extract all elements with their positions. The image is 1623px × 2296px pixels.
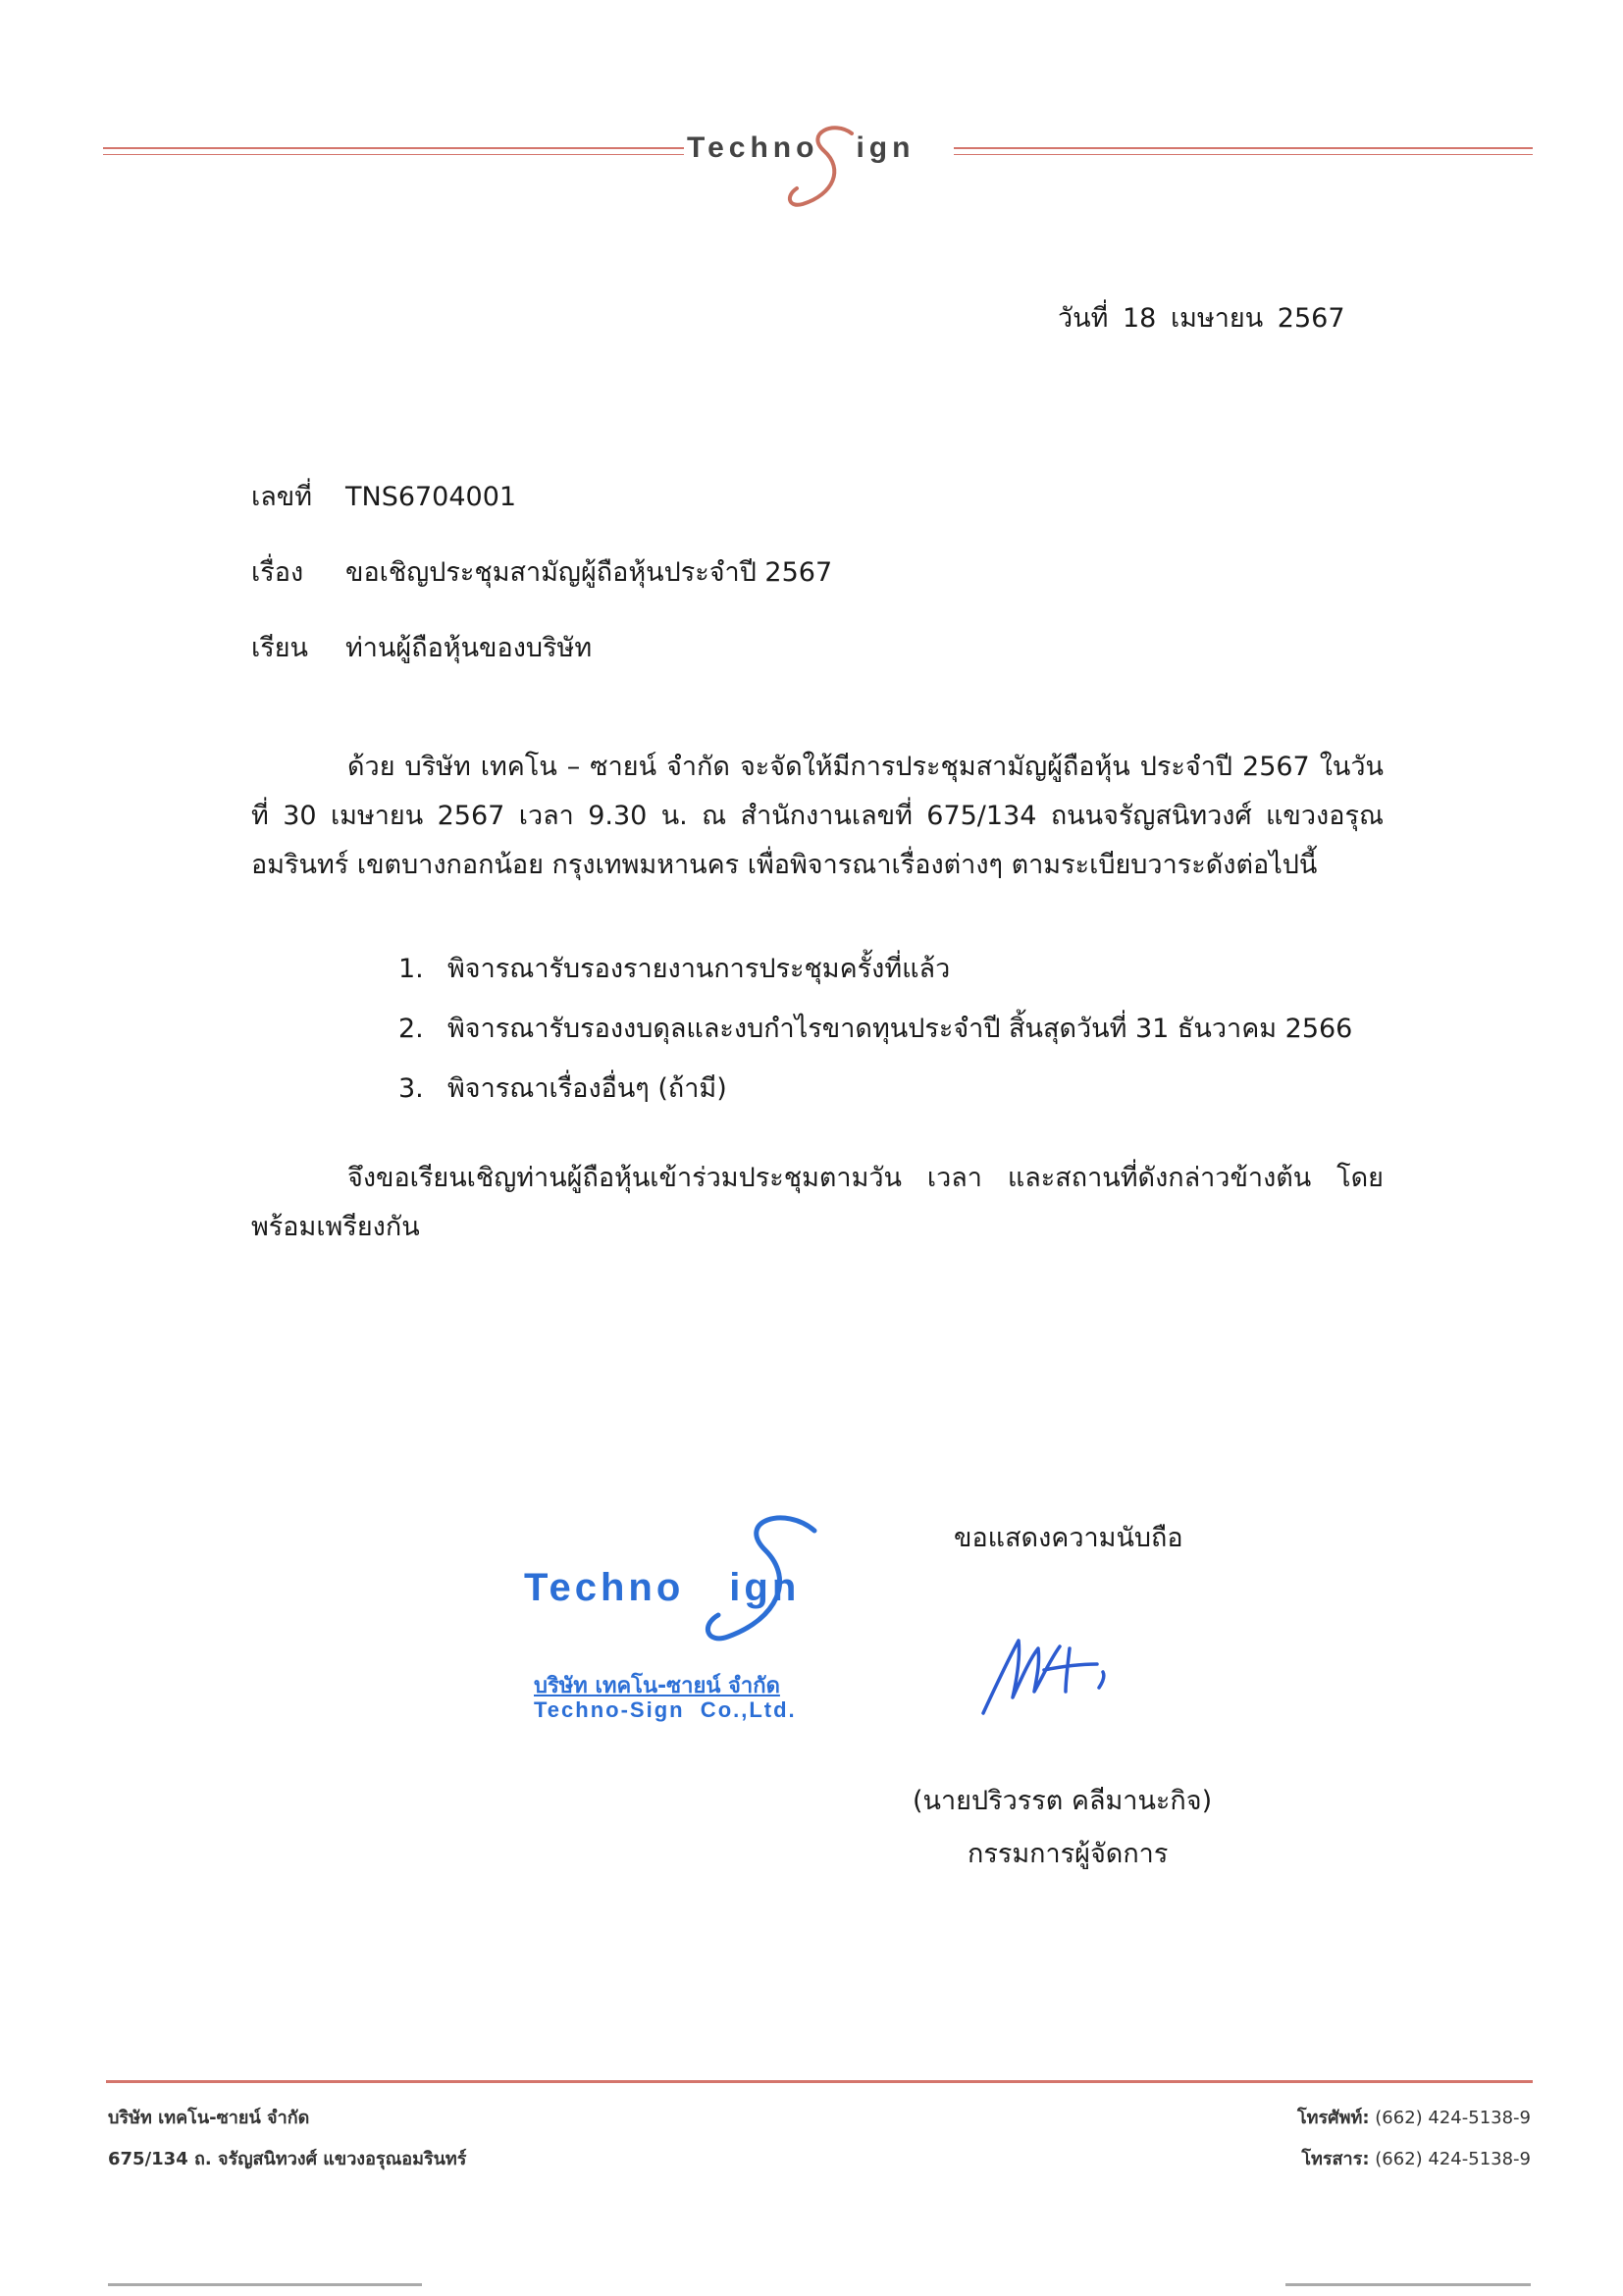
logo-text: Techno ign (687, 131, 916, 164)
subject-row (251, 550, 832, 593)
stamp-thai-name: บริษัท เทคโน-ซายน์ จำกัด (534, 1674, 780, 1698)
recipient-row (251, 626, 592, 668)
stamp-english-name: Techno-Sign Co.,Ltd. (534, 1697, 797, 1722)
footer-fax-label: โทรสาร: (1301, 2149, 1370, 2169)
header-rule-right-top (954, 147, 1533, 149)
header-rule-left-top (103, 147, 684, 149)
footer-address: 675/134 ถ. จรัญสนิทวงศ์ แขวงอรุณอมรินทร์ (108, 2149, 467, 2169)
footer-phone-value: (662) 424-5138-9 (1375, 2108, 1531, 2128)
reference-label: เลขที่ (251, 482, 313, 512)
letter-date: วันที่ 18 เมษายน 2567 (1058, 303, 1345, 334)
body-paragraph-2: จึงขอเรียนเชิญท่านผู้ถือหุ้นเข้าร่วมประชุมตามวัน เวลา และสถานที่ดังกล่าวข้างต้น โดยพร้อมเพรียงกัน (251, 1163, 1384, 1242)
recipient-value: ท่านผู้ถือหุ้นของบริษัท (345, 633, 593, 663)
footer-cutoff-left (108, 2283, 422, 2286)
footer-company-name: บริษัท เทคโน-ซายน์ จำกัด (108, 2108, 310, 2128)
agenda-item-1: 1. พิจารณารับรองรายงานการประชุมครั้งที่แล้ว (398, 954, 951, 984)
signatory-title: กรรมการผู้จัดการ (968, 1839, 1169, 1869)
subject-value: ขอเชิญประชุมสามัญผู้ถือหุ้นประจำปี 2567 (345, 557, 833, 588)
footer-fax (1301, 2144, 1531, 2172)
reference-value: TNS6704001 (345, 482, 517, 512)
closing-salutation: ขอแสดงความนับถือ (954, 1523, 1183, 1553)
handwritten-signature (971, 1619, 1119, 1727)
signatory-name: (นายปริวรรต คลีมานะกิจ) (913, 1786, 1213, 1816)
body-paragraph-1: ด้วย บริษัท เทคโน – ซายน์ จำกัด จะจัดให้มีการประชุมสามัญผู้ถือหุ้น ประจำปี 2567 ในวันที่ 30 เมษายน 2567 เวลา 9.30 น. ณ สำนักงานเลขที่ 675/134 ถนนจรัญสนิทวงศ์ แขวงอรุณอมรินทร์ เขตบางกอกน้อย กรุงเทพมหานคร เพื่อพิจารณาเรื่องต่างๆ ตามระเบียบวาระดังต่อไปนี้ (251, 752, 1384, 880)
footer-cutoff-right (1285, 2283, 1531, 2286)
stamp-brand-text: Techno ign (524, 1566, 801, 1609)
company-stamp (520, 1511, 854, 1747)
footer-fax-value: (662) 424-5138-9 (1375, 2149, 1531, 2169)
agenda-item-2: 2. พิจารณารับรองงบดุลและงบกำไรขาดทุนประจำปี สิ้นสุดวันที่ 31 ธันวาคม 2566 (398, 1014, 1353, 1044)
header-logo (687, 124, 952, 212)
header-rule-left-bottom (103, 154, 684, 155)
footer-rule (106, 2080, 1533, 2083)
header-rule-right-bottom (954, 154, 1533, 155)
subject-label: เรื่อง (251, 557, 304, 588)
reference-row (251, 475, 516, 517)
footer-phone-label: โทรศัพท์: (1296, 2108, 1370, 2128)
recipient-label: เรียน (251, 633, 309, 663)
footer-phone (1297, 2103, 1531, 2131)
agenda-item-3: 3. พิจารณาเรื่องอื่นๆ (ถ้ามี) (398, 1073, 727, 1104)
